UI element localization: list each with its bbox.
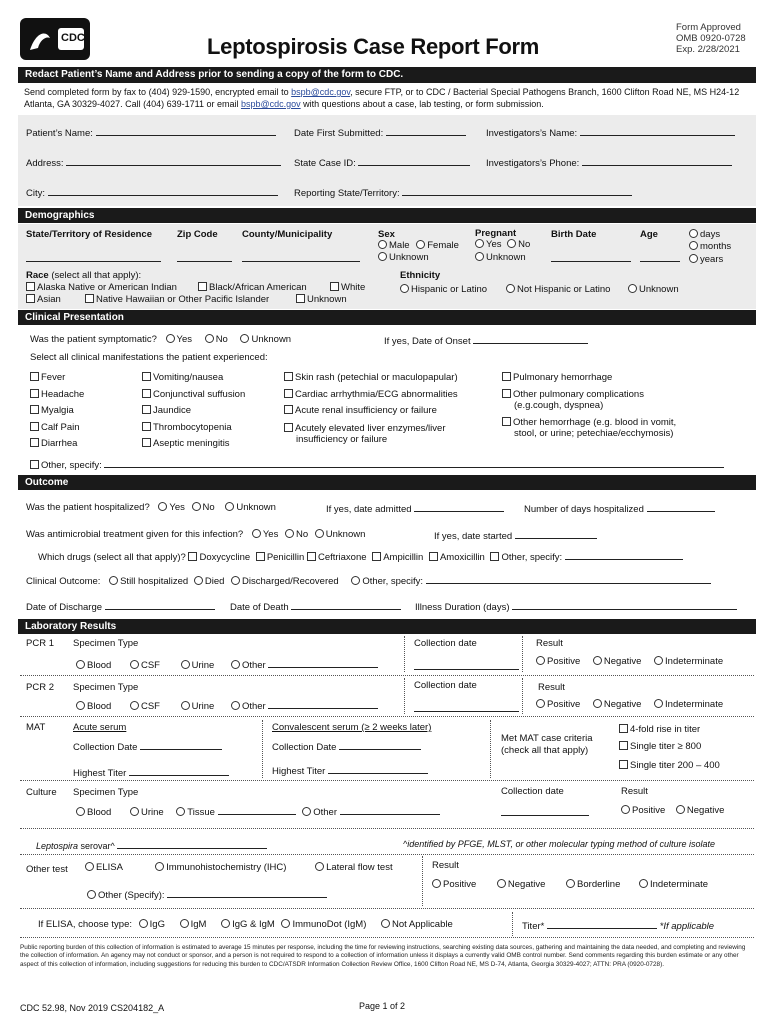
other-negative-radio[interactable] (497, 879, 506, 888)
page-title: Leptospirosis Case Report Form (207, 34, 540, 59)
form-approved: Form Approved (676, 22, 741, 33)
hosp-no-radio[interactable] (192, 502, 201, 511)
county-label: County/Municipality (242, 229, 333, 240)
pcr2-specimen-label: Specimen Type (73, 682, 139, 693)
meningitis-checkbox[interactable] (142, 438, 151, 447)
started-label: If yes, date started (434, 531, 513, 542)
pcr2-collection-label: Collection date (414, 680, 477, 691)
death-label: Date of Death (230, 602, 289, 613)
antimicro-unknown-radio[interactable] (315, 529, 324, 538)
onset-label: If yes, Date of Onset (384, 336, 471, 347)
expiration: Exp. 2/28/2021 (676, 44, 740, 55)
drugs-label: Which drugs (select all that apply)? (38, 552, 186, 563)
omb-block (676, 22, 746, 55)
liver-checkbox[interactable] (284, 423, 293, 432)
onset-field[interactable] (473, 334, 588, 344)
culture-blood-radio[interactable] (76, 807, 85, 816)
inv-name-field[interactable] (580, 126, 735, 136)
symptomatic-label: Was the patient symptomatic? (30, 334, 157, 345)
race-label: Race (26, 270, 49, 281)
birth-label: Birth Date (551, 229, 597, 240)
city-field[interactable] (48, 186, 278, 196)
culture-tissue-radio[interactable] (176, 807, 185, 816)
manifestations-col3: Skin rash (petechial or maculopapular) Cardiac arrhythmia/ECG abnormalities Acute renal insufficiency or failure Acutely elevated liver enzymes/liver insufficiency or failure (284, 370, 458, 445)
started-field[interactable] (515, 529, 597, 539)
jaundice-checkbox[interactable] (142, 405, 151, 414)
pcr1-other-field[interactable] (268, 658, 378, 668)
pcr2-positive-radio[interactable] (536, 699, 545, 708)
reporting-field[interactable] (402, 186, 632, 196)
calf-pain-checkbox[interactable] (30, 422, 39, 431)
headache-checkbox[interactable] (30, 389, 39, 398)
sex-label: Sex (378, 229, 395, 240)
pcr1-positive-radio[interactable] (536, 656, 545, 665)
elisa-radio[interactable] (85, 862, 94, 871)
still-hosp-radio[interactable] (109, 576, 118, 585)
pcr2-collection-field[interactable] (414, 702, 519, 712)
omb-number: OMB 0920-0728 (676, 33, 746, 44)
race-black-checkbox[interactable] (198, 282, 207, 291)
fever-checkbox[interactable] (30, 372, 39, 381)
instructions: Send completed form by fax to (404) 929-1590, encrypted email to bspb@cdc.gov, secure FTP, or to CDC / Bacterial Special Pathogens Branch, 1600 Clifton Road NE, MS H24-12 Atlanta, GA 30329-4027. Call (404) 639-1711 or email bspb@cdc.gov with questions about a case, lab testing, or form submission. (24, 87, 740, 109)
pcr2-urine-radio[interactable] (181, 701, 190, 710)
county-field[interactable] (242, 252, 360, 262)
immunodot-radio[interactable] (281, 919, 290, 928)
pcr2-result-label: Result (538, 682, 565, 693)
antimicro-no-radio[interactable] (285, 529, 294, 538)
discharge-label: Date of Discharge (26, 602, 103, 613)
age-years-radio[interactable] (689, 254, 698, 263)
logo-text: CDC (61, 32, 85, 44)
admitted-label: If yes, date admitted (326, 504, 412, 515)
pregnant-label: Pregnant (475, 228, 517, 239)
pcr1-result-label: Result (536, 638, 563, 649)
igg-igm-radio[interactable] (221, 919, 230, 928)
other-drug-checkbox[interactable] (490, 552, 499, 561)
other-outcome-field[interactable] (426, 574, 711, 584)
reporting-label: Reporting State/Territory: (294, 188, 400, 199)
symptomatic-unknown-radio[interactable] (240, 334, 249, 343)
conv-coll-label: Collection Date (272, 742, 337, 753)
pcr1-collection-field[interactable] (414, 660, 519, 670)
ihc-radio[interactable] (155, 862, 164, 871)
met-criteria: Met MAT case criteria (check all that apply) (501, 733, 593, 756)
serovar-label: Leptospira (36, 841, 79, 851)
pcr1-indeterminate-radio[interactable] (654, 656, 663, 665)
pcr1-collection-label: Collection date (414, 638, 477, 649)
clinical-header: Clinical Presentation (18, 310, 756, 325)
titer-label: Titer* (522, 921, 545, 932)
culture-urine-radio[interactable] (130, 807, 139, 816)
conv-titer-field[interactable] (328, 764, 428, 774)
discharge-field[interactable] (105, 600, 215, 610)
culture-collection-label: Collection date (501, 786, 564, 797)
culture-tissue-field[interactable] (218, 805, 296, 815)
lateral-flow-radio[interactable] (315, 862, 324, 871)
acute-coll-label: Collection Date (73, 742, 138, 753)
lab-header: Laboratory Results (18, 619, 756, 634)
identified-note: ^identified by PFGE, MLST, or other molecular typing method of culture isolate (403, 839, 716, 849)
inv-phone-label: Investigators’s Phone: (486, 158, 580, 169)
other-positive-radio[interactable] (432, 879, 441, 888)
date-first-label: Date First Submitted: (294, 128, 384, 139)
pcr1-negative-radio[interactable] (593, 656, 602, 665)
cdc-logo (20, 18, 90, 60)
pregnant-no-radio[interactable] (507, 239, 516, 248)
ethnicity-label: Ethnicity (400, 270, 441, 281)
pcr2-indeterminate-radio[interactable] (654, 699, 663, 708)
age-label: Age (640, 229, 658, 240)
hosp-label: Was the patient hospitalized? (26, 502, 150, 513)
age-months-radio[interactable] (689, 241, 698, 250)
manifestations-col4: Pulmonary hemorrhage Other pulmonary complications (e.g.cough, dyspnea) Other hemorrhage (e.g. blood in vomit, stool, or urine; petechiae/ecchymosis) (502, 370, 676, 439)
culture-positive-radio[interactable] (621, 805, 630, 814)
race-hawaiian-checkbox[interactable] (85, 294, 94, 303)
igm-radio[interactable] (180, 919, 189, 928)
manifestations-col2: Vomiting/nausea Conjunctival suffusion Jaundice Thrombocytopenia Aseptic meningitis (142, 370, 245, 453)
culture-collection-field[interactable] (501, 806, 589, 816)
not-applicable-radio[interactable] (381, 919, 390, 928)
race-unknown-checkbox[interactable] (296, 294, 305, 303)
not-hispanic-radio[interactable] (506, 284, 515, 293)
address-field[interactable] (66, 156, 281, 166)
ceftriaxone-checkbox[interactable] (307, 552, 316, 561)
acute-titer-label: Highest Titer (73, 768, 127, 779)
renal-checkbox[interactable] (284, 405, 293, 414)
igg-radio[interactable] (139, 919, 148, 928)
manifestations-col1: Fever Headache Myalgia Calf Pain Diarrhea (30, 370, 84, 453)
other-manifestation-field[interactable] (104, 458, 724, 468)
conv-coll-field[interactable] (339, 740, 421, 750)
doxy-checkbox[interactable] (188, 552, 197, 561)
race-white-checkbox[interactable] (330, 282, 339, 291)
admitted-field[interactable] (414, 502, 504, 512)
demographics-header: Demographics (18, 208, 756, 223)
sex-female-radio[interactable] (416, 240, 425, 249)
address-label: Address: (26, 158, 64, 169)
symptomatic-yes-radio[interactable] (166, 334, 175, 343)
other-test-result-label: Result (432, 860, 459, 871)
hispanic-radio[interactable] (400, 284, 409, 293)
inv-phone-field[interactable] (582, 156, 732, 166)
vomiting-checkbox[interactable] (142, 372, 151, 381)
select-manifestations: Select all clinical manifestations the patient experienced: (30, 352, 268, 363)
pcr1-urine-radio[interactable] (181, 660, 190, 669)
other-test-label: Other test (26, 864, 68, 875)
acute-titer-field[interactable] (129, 766, 229, 776)
serovar-field[interactable] (117, 839, 267, 849)
hosp-unknown-radio[interactable] (225, 502, 234, 511)
if-elisa-label: If ELISA, choose type: (38, 919, 132, 930)
culture-specimen-label: Specimen Type (73, 787, 139, 798)
other-specify-field[interactable] (167, 888, 327, 898)
other-outcome-radio[interactable] (351, 576, 360, 585)
sex-unknown-radio[interactable] (378, 252, 387, 261)
mat-label: MAT (26, 722, 46, 733)
amoxicillin-checkbox[interactable] (429, 552, 438, 561)
discharged-radio[interactable] (231, 576, 240, 585)
state-case-label: State Case ID: (294, 158, 356, 169)
form-id: CDC 52.98, Nov 2019 CS204182_A (20, 1003, 165, 1013)
age-field[interactable] (640, 252, 680, 262)
culture-negative-radio[interactable] (676, 805, 685, 814)
redact-banner: Redact Patient’s Name and Address prior to sending a copy of the form to CDC. (18, 67, 756, 83)
cardiac-checkbox[interactable] (284, 389, 293, 398)
hosp-yes-radio[interactable] (158, 502, 167, 511)
other-specify-radio[interactable] (87, 890, 96, 899)
pcr1-other-radio[interactable] (231, 660, 240, 669)
acute-coll-field[interactable] (140, 740, 222, 750)
patient-name-label: Patient’s Name: (26, 128, 93, 139)
zip-field[interactable] (177, 252, 232, 262)
zip-label: Zip Code (177, 229, 218, 240)
state-field[interactable] (26, 252, 161, 262)
myalgia-checkbox[interactable] (30, 405, 39, 414)
single800-checkbox[interactable] (619, 741, 628, 750)
other-borderline-radio[interactable] (566, 879, 575, 888)
other-pulmonary-checkbox[interactable] (502, 389, 511, 398)
fourfold-checkbox[interactable] (619, 724, 628, 733)
symptomatic-no-radio[interactable] (205, 334, 214, 343)
age-days-radio[interactable] (689, 229, 698, 238)
pcr1-specimen-label: Specimen Type (73, 638, 139, 649)
pcr2-label: PCR 2 (26, 682, 54, 693)
other-indeterminate-radio[interactable] (639, 879, 648, 888)
other-manifestation-checkbox[interactable] (30, 460, 39, 469)
pcr1-blood-radio[interactable] (76, 660, 85, 669)
died-radio[interactable] (194, 576, 203, 585)
diarrhea-checkbox[interactable] (30, 438, 39, 447)
burden-statement: Public reporting burden of this collection of information is estimated to average 15 minutes per response, including the time for reviewing instructions, searching existing data sources, gathering and maintaining the data needed, and completing and reviewing the collection of information. An agency may not conduct or sponsor, and a person is not required to respond to a collection of information unless it displays a currently valid OMB control number. Send comments regarding this burden estimate or any other aspect of this collection of information, including suggestions for reducing this burden to CDC/ATSDR Information Collection Review Office, 1600 Clifton Road NE, MS D-74, Atlanta, Georgia 30329-4027; ATTN: PRA (0920-0728). (20, 944, 746, 968)
pcr2-blood-radio[interactable] (76, 701, 85, 710)
state-case-field[interactable] (358, 156, 470, 166)
pcr2-negative-radio[interactable] (593, 699, 602, 708)
inv-name-label: Investigators’s Name: (486, 128, 578, 139)
antimicro-yes-radio[interactable] (252, 529, 261, 538)
culture-result-label: Result (621, 786, 648, 797)
conv-titer-label: Highest Titer (272, 766, 326, 777)
titer-field[interactable] (547, 919, 657, 929)
pcr2-csf-radio[interactable] (130, 701, 139, 710)
city-label: City: (26, 188, 45, 199)
acute-serum-label: Acute serum (73, 722, 127, 733)
patient-name-field[interactable] (96, 126, 276, 136)
culture-other-field[interactable] (340, 805, 440, 815)
pcr2-other-radio[interactable] (231, 701, 240, 710)
if-applicable-note: *If applicable (659, 921, 715, 932)
birth-field[interactable] (551, 252, 631, 262)
days-hosp-field[interactable] (647, 502, 715, 512)
pulmonary-hemorrhage-checkbox[interactable] (502, 372, 511, 381)
pcr2-other-field[interactable] (268, 699, 378, 709)
date-first-field[interactable] (386, 126, 466, 136)
pcr1-label: PCR 1 (26, 638, 54, 649)
antimicro-label: Was antimicrobial treatment given for this infection? (26, 529, 244, 540)
ampicillin-checkbox[interactable] (372, 552, 381, 561)
illness-field[interactable] (512, 600, 737, 610)
clinical-outcome-label: Clinical Outcome: (26, 576, 101, 587)
penicillin-checkbox[interactable] (256, 552, 265, 561)
thrombocytopenia-checkbox[interactable] (142, 422, 151, 431)
race-alaska-checkbox[interactable] (26, 282, 35, 291)
illness-label: Illness Duration (days) (415, 602, 510, 613)
pregnant-unknown-radio[interactable] (475, 252, 484, 261)
culture-other-radio[interactable] (302, 807, 311, 816)
state-label: State/Territory of Residence (26, 229, 153, 240)
death-field[interactable] (291, 600, 401, 610)
conv-serum-label: Convalescent serum (≥ 2 weeks later) (272, 722, 432, 733)
other-drug-field[interactable] (565, 550, 683, 560)
race-asian-checkbox[interactable] (26, 294, 35, 303)
pcr1-csf-radio[interactable] (130, 660, 139, 669)
email-link[interactable]: bspb@cdc.gov (291, 87, 351, 97)
page-number: Page 1 of 2 (359, 1001, 406, 1011)
ethnicity-unknown-radio[interactable] (628, 284, 637, 293)
pregnant-yes-radio[interactable] (475, 239, 484, 248)
skin-rash-checkbox[interactable] (284, 372, 293, 381)
email-link-2[interactable]: bspb@cdc.gov (240, 99, 301, 109)
conjunctival-checkbox[interactable] (142, 389, 151, 398)
single200-checkbox[interactable] (619, 760, 628, 769)
sex-male-radio[interactable] (378, 240, 387, 249)
outcome-header: Outcome (18, 475, 756, 490)
other-hemorrhage-checkbox[interactable] (502, 417, 511, 426)
culture-label: Culture (26, 787, 57, 798)
days-hosp-label: Number of days hospitalized (524, 504, 644, 515)
